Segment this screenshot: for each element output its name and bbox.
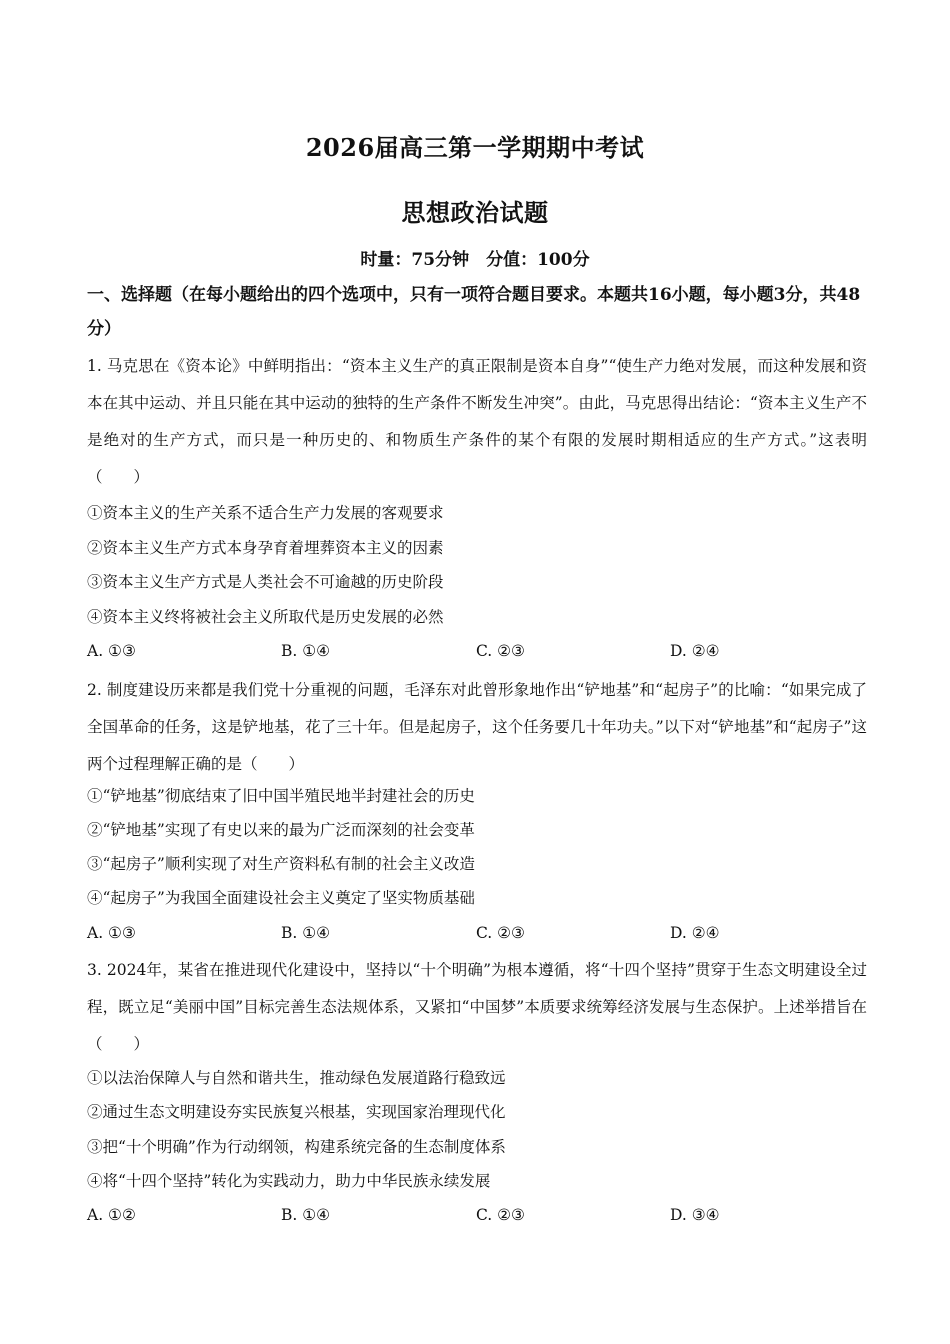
option-a[interactable]: A. ①③ [87,924,136,942]
option-d[interactable]: D. ③④ [670,1206,720,1224]
section-heading: 一、选择题（在每小题给出的四个选项中，只有一项符合题目要求。本题共16小题，每小题3分，共48分） [87,285,861,339]
statement-2: ②“铲地基”实现了有史以来的最为广泛而深刻的社会变革 [87,821,475,839]
exam-title: 2026届高三第一学期期中考试 [305,133,645,162]
option-a[interactable]: A. ①② [87,1206,136,1224]
statement-4: ④“起房子”为我国全面建设社会主义奠定了坚实物质基础 [87,889,475,907]
answer-options [87,921,867,945]
option-c[interactable]: C. ②③ [476,642,525,660]
question-stem: 2. 制度建设历来都是我们党十分重视的问题，毛泽东对此曾形象地作出“铲地基”和“起房子”的比喻：“如果完成了全国革命的任务，这是铲地基，花了三十年。但是起房子，这个任务要几十年功夫。”以下对“铲地基”和“起房子”这两个过程理解正确的是（ ） [87,681,867,773]
option-b[interactable]: B. ①④ [281,1206,331,1224]
option-b[interactable]: B. ①④ [281,924,331,942]
statement-4: ④将“十四个坚持”转化为实践动力，助力中华民族永续发展 [87,1172,491,1190]
statement-1: ①资本主义的生产关系不适合生产力发展的客观要求 [87,504,444,522]
statement-2: ②通过生态文明建设夯实民族复兴根基，实现国家治理现代化 [87,1103,506,1121]
option-c[interactable]: C. ②③ [476,924,525,942]
statement-3: ③资本主义生产方式是人类社会不可逾越的历史阶段 [87,573,444,591]
statement-2: ②资本主义生产方式本身孕育着埋葬资本主义的因素 [87,539,444,557]
statement-3: ③把“十个明确”作为行动纲领，构建系统完备的生态制度体系 [87,1138,506,1156]
question-stem: 1. 马克思在《资本论》中鲜明指出：“资本主义生产的真正限制是资本自身”“使生产力绝对发展，而这种发展和资本在其中运动、并且只能在其中运动的独特的生产条件不断发生冲突”。由此，马克思得出结论：“资本主义生产不是绝对的生产方式，而只是一种历史的、和物质生产条件的某个有限的发展时期相适应的生产方式。”这表明（ ） [87,357,867,486]
statement-1: ①以法治保障人与自然和谐共生，推动绿色发展道路行稳致远 [87,1069,506,1087]
statement-1: ①“铲地基”彻底结束了旧中国半殖民地半封建社会的历史 [87,787,475,805]
option-d[interactable]: D. ②④ [670,924,720,942]
exam-time-and-score: 时量：75分钟 分值：100分 [360,250,590,270]
option-b[interactable]: B. ①④ [281,642,331,660]
statement-4: ④资本主义终将被社会主义所取代是历史发展的必然 [87,608,444,626]
exam-subject-title: 思想政治试题 [401,198,549,227]
option-c[interactable]: C. ②③ [476,1206,525,1224]
statement-3: ③“起房子”顺利实现了对生产资料私有制的社会主义改造 [87,855,475,873]
option-d[interactable]: D. ②④ [670,642,720,660]
question-stem: 3. 2024年，某省在推进现代化建设中，坚持以“十个明确”为根本遵循，将“十四个坚持”贯穿于生态文明建设全过程，既立足“美丽中国”目标完善生态法规体系，又紧扣“中国梦”本质要求统筹经济发展与生态保护。上述举措旨在（ ） [87,961,867,1053]
answer-options [87,1203,867,1227]
option-a[interactable]: A. ①③ [87,642,136,660]
answer-options [87,639,867,663]
